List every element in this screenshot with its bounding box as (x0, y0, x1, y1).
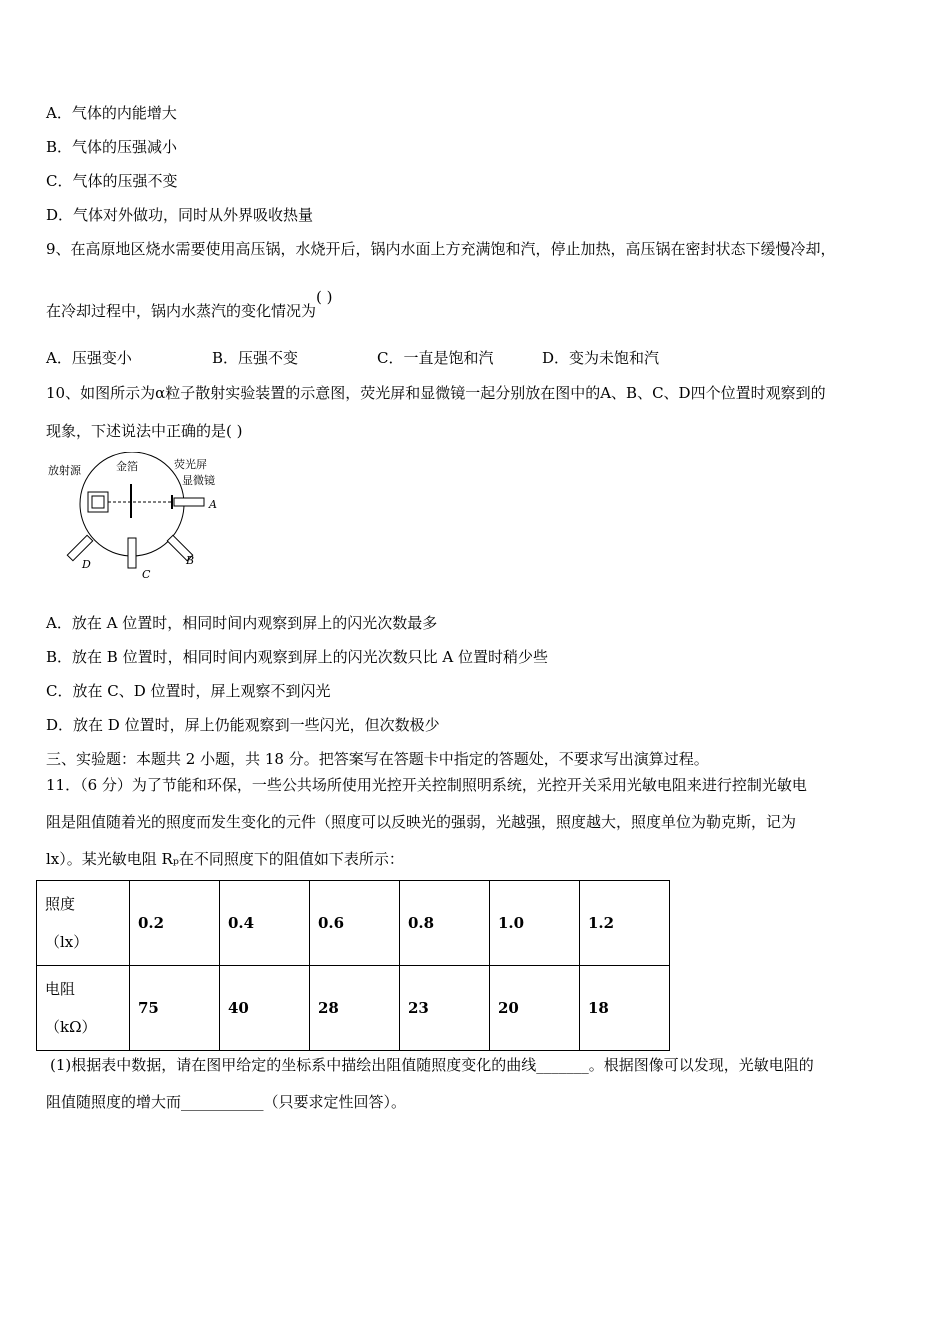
cell: 28 (310, 966, 400, 1051)
label-c: C (142, 568, 151, 581)
cell: 18 (580, 966, 670, 1051)
q9-option-b: B．压强不变 (212, 349, 299, 367)
q10-option-d: D．放在 D 位置时，屏上仍能观察到一些闪光，但次数极少 (46, 716, 440, 734)
q11-sub1-line1: (1)根据表中数据，请在图甲给定的坐标系中描绘出阻值随照度变化的曲线_______。根据图像可以发现，光敏电阻的 (50, 1056, 814, 1074)
label-source: 放射源 (48, 464, 81, 477)
q8-option-d: D．气体对外做功，同时从外界吸收热量 (46, 206, 314, 224)
table-row (37, 881, 670, 966)
q11-stem-3: lx）。某光敏电阻 Rₚ在不同照度下的阻值如下表所示： (46, 850, 404, 868)
q10-stem-2: 现象，下述说法中正确的是( ) (46, 422, 243, 440)
label-screen: 荧光屏 (174, 458, 207, 471)
label-foil: 金箔 (116, 460, 138, 473)
section-3-heading: 三、实验题：本题共 2 小题，共 18 分。把答案写在答题卡中指定的答题处，不要求写出演算过程。 (46, 750, 709, 768)
illuminance-resistance-table (36, 880, 670, 1051)
cell: 1.0 (490, 881, 580, 966)
q8-option-a: A．气体的内能增大 (46, 104, 177, 122)
cell: 0.4 (220, 881, 310, 966)
q10-stem-1: 10、如图所示为α粒子散射实验装置的示意图，荧光屏和显微镜一起分别放在图中的A、B、C、D四个位置时观察到的 (46, 384, 826, 402)
label-microscope: 显微镜 (182, 474, 215, 487)
q9-stem-1: 9、在高原地区烧水需要使用高压锅，水烧开后，锅内水面上方充满饱和汽，停止加热，高压锅在密封状态下缓慢冷却， (46, 240, 836, 258)
label-b: B (186, 554, 195, 567)
q9-answer-paren: ( ) (316, 288, 333, 306)
q11-sub1-line2: 阻值随照度的增大而___________（只要求定性回答）。 (46, 1093, 407, 1111)
cell: 1.2 (580, 881, 670, 966)
row-header: 电阻 （kΩ） (37, 966, 130, 1051)
q9-option-a: A．压强变小 (46, 349, 132, 367)
cell: 0.6 (310, 881, 400, 966)
alpha-scattering-diagram (46, 452, 236, 582)
q9-option-d: D．变为未饱和汽 (542, 349, 660, 367)
cell: 23 (400, 966, 490, 1051)
q10-option-a: A．放在 A 位置时，相同时间内观察到屏上的闪光次数最多 (46, 614, 438, 632)
q10-option-b: B．放在 B 位置时，相同时间内观察到屏上的闪光次数只比 A 位置时稍少些 (46, 648, 548, 666)
q9-option-c: C．一直是饱和汽 (377, 349, 494, 367)
label-a: A (209, 498, 217, 511)
q11-stem-2: 阻是阻值随着光的照度而发生变化的元件（照度可以反映光的强弱，光越强，照度越大，照度单位为勒克斯，记为 (46, 813, 797, 831)
cell: 0.8 (400, 881, 490, 966)
q9-stem-text: 在冷却过程中，锅内水蒸汽的变化情况为 (46, 302, 317, 320)
row-header: 照度 （lx） (37, 881, 130, 966)
cell: 0.2 (130, 881, 220, 966)
cell: 75 (130, 966, 220, 1051)
cell: 20 (490, 966, 580, 1051)
q8-option-b: B．气体的压强减小 (46, 138, 178, 156)
q9-stem-2 (46, 288, 333, 321)
q10-option-c: C．放在 C、D 位置时，屏上观察不到闪光 (46, 682, 331, 700)
table-row (37, 966, 670, 1051)
q8-option-c: C．气体的压强不变 (46, 172, 178, 190)
label-d: D (82, 558, 91, 571)
q11-stem-1: 11．（6 分）为了节能和环保，一些公共场所使用光控开关控制照明系统，光控开关采用光敏电阻来进行控制光敏电 (46, 776, 807, 794)
cell: 40 (220, 966, 310, 1051)
